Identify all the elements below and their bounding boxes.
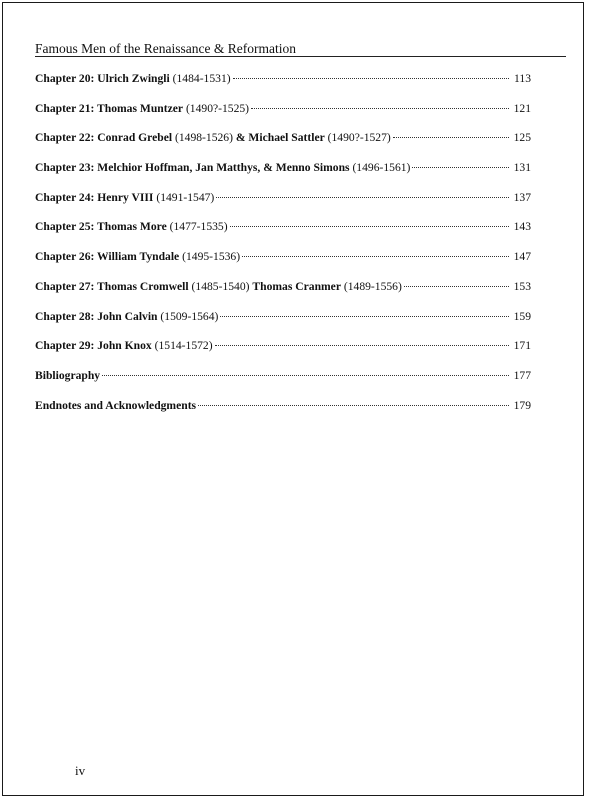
toc-entry-title (35, 309, 218, 325)
toc-entry-title (35, 160, 410, 176)
running-head: Famous Men of the Renaissance & Reformation (35, 41, 566, 57)
toc-entry-title (35, 338, 213, 354)
toc-entry[interactable] (35, 219, 531, 249)
toc-entry-dates: (1495-1536) (182, 250, 241, 264)
toc-entry[interactable] (35, 130, 531, 160)
toc-entry[interactable] (35, 249, 531, 279)
toc-entry-title (35, 130, 391, 146)
toc-entry-label: Chapter 21: Thomas Muntzer (35, 101, 184, 115)
dot-leader (412, 167, 509, 168)
toc-entry-dates: (1496-1561) (352, 161, 411, 175)
toc-entry-title (35, 398, 196, 414)
dot-leader (230, 226, 509, 227)
toc-entry[interactable] (35, 101, 531, 131)
toc-entry[interactable] (35, 160, 531, 190)
toc-entry-page: 171 (513, 339, 531, 353)
toc-entry-page: 147 (513, 250, 531, 264)
toc-entry-label: Chapter 29: John Knox (35, 339, 152, 353)
toc-entry[interactable] (35, 398, 531, 428)
toc-entry-label: Endnotes and Acknowledgments (35, 398, 197, 412)
dot-leader (242, 256, 509, 257)
dot-leader (251, 108, 509, 109)
toc-entry-label-second: Thomas Cranmer (252, 279, 341, 293)
toc-entry-label: Chapter 28: John Calvin (35, 309, 158, 323)
dot-leader (216, 197, 509, 198)
toc-entry-label: Chapter 23: Melchior Hoffman, Jan Matthys, & Menno Simons (35, 161, 350, 175)
toc-entry-dates: (1490?-1525) (185, 101, 250, 115)
dot-leader (215, 345, 509, 346)
toc-entry-page: 143 (513, 220, 531, 234)
toc-entry-page: 179 (513, 398, 531, 412)
toc-entry-page: 137 (513, 190, 531, 204)
dot-leader (198, 405, 509, 406)
toc-entry-dates: (1485-1540) (191, 279, 250, 293)
toc-entry-title (35, 249, 240, 265)
toc-entry-dates: (1498-1526) (175, 131, 233, 145)
toc-entry-title (35, 368, 100, 384)
toc-entry[interactable] (35, 279, 531, 309)
dot-leader (220, 316, 509, 317)
toc-entry-page: 177 (513, 368, 531, 382)
toc-entry[interactable] (35, 71, 531, 101)
toc-entry-title (35, 190, 214, 206)
toc-entry-title (35, 279, 402, 295)
toc-entry-dates: (1477-1535) (169, 220, 228, 234)
toc-entry-label: Chapter 20: Ulrich Zwingli (35, 72, 170, 85)
toc-entry-page: 159 (513, 309, 531, 323)
toc-entry-dates-second: (1489-1556) (343, 279, 402, 293)
toc-entry-label: Chapter 27: Thomas Cromwell (35, 279, 189, 293)
toc-entry-label: Chapter 25: Thomas More (35, 220, 167, 234)
toc-entry[interactable] (35, 309, 531, 339)
dot-leader (102, 375, 509, 376)
toc-entry-title (35, 71, 231, 87)
toc-entry-page: 125 (513, 131, 531, 145)
toc-entry-label: Chapter 26: William Tyndale (35, 250, 180, 264)
toc-entry[interactable] (35, 338, 531, 368)
toc-entry-dates: (1484-1531) (172, 72, 231, 85)
dot-leader (393, 137, 509, 138)
toc-entry-page: 131 (513, 161, 531, 175)
table-of-contents (35, 71, 531, 427)
dot-leader (233, 78, 509, 79)
toc-entry-dates-second: (1490?-1527) (327, 131, 391, 145)
toc-entry-title (35, 101, 249, 117)
toc-entry-dates: (1509-1564) (160, 309, 219, 323)
toc-entry[interactable] (35, 368, 531, 398)
page-number: iv (75, 763, 86, 778)
toc-entry-label-second: & Michael Sattler (235, 131, 325, 145)
dot-leader (404, 286, 509, 287)
toc-entry-dates: (1514-1572) (154, 339, 213, 353)
toc-entry-page: 113 (514, 72, 531, 85)
page-frame (2, 2, 584, 796)
toc-entry[interactable] (35, 190, 531, 220)
toc-entry-label: Bibliography (35, 368, 101, 382)
toc-entry-label: Chapter 22: Conrad Grebel (35, 131, 173, 145)
toc-entry-label: Chapter 24: Henry VIII (35, 190, 154, 204)
toc-entry-title (35, 219, 228, 235)
toc-entry-dates: (1491-1547) (156, 190, 215, 204)
toc-entry-page: 153 (513, 279, 531, 293)
toc-entry-page: 121 (513, 101, 531, 115)
